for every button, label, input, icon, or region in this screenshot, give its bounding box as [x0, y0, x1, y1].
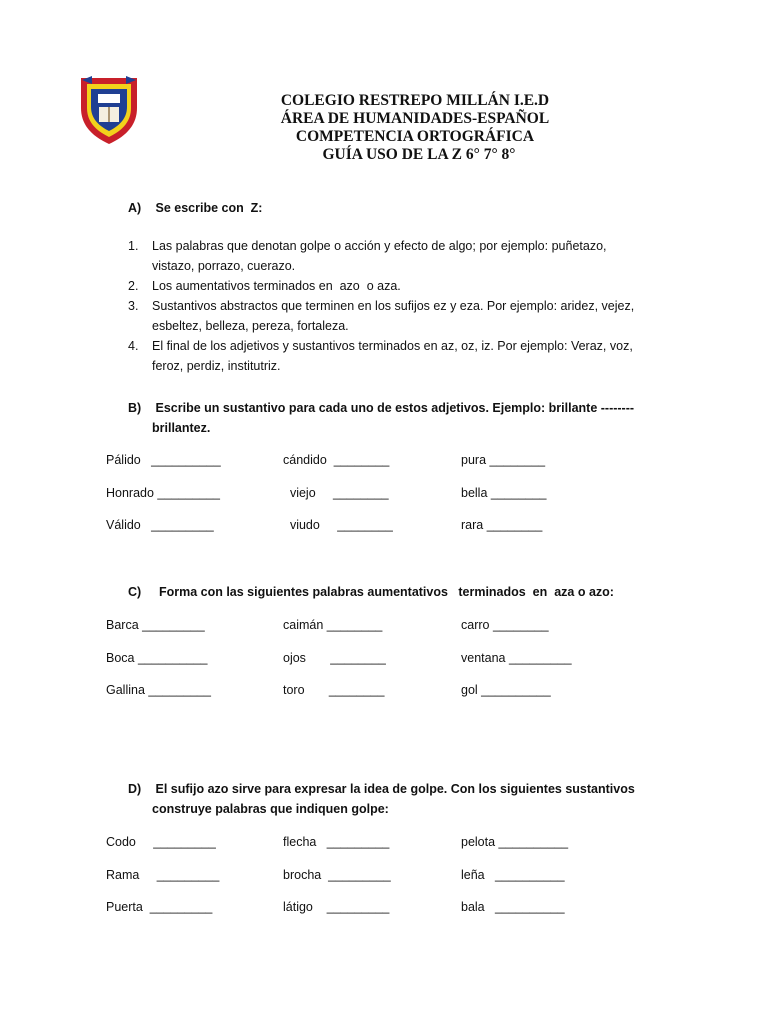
- exercise-item[interactable]: Puerta _________: [106, 900, 213, 914]
- exercise-row: [106, 483, 706, 503]
- exercise-row: [106, 615, 706, 635]
- section-c-heading: [128, 582, 614, 602]
- list-item: [128, 236, 648, 276]
- list-item: [128, 296, 648, 336]
- section-d-label: D): [128, 782, 142, 796]
- section-b-label: B): [128, 401, 142, 415]
- exercise-row: [106, 680, 706, 700]
- school-name: COLEGIO RESTREPO MILLÁN I.E.D: [280, 92, 550, 109]
- list-item: [128, 336, 648, 376]
- section-b-title-cont: brillantez.: [152, 421, 211, 435]
- section-d-heading: [128, 779, 635, 799]
- rules-list: [128, 236, 648, 376]
- section-a-title: Se escribe con Z:: [155, 201, 263, 215]
- exercise-item[interactable]: Rama _________: [106, 868, 220, 882]
- section-d-title: El sufijo azo sirve para expresar la idea de golpe. Con los siguientes sustantivos: [155, 782, 635, 796]
- list-text: Las palabras que denotan golpe o acción y efecto de algo; por ejemplo: puñetazo, vistazo, porrazo, cuerazo.: [152, 239, 607, 273]
- section-a-label: A): [128, 201, 142, 215]
- document-header: [250, 92, 580, 164]
- exercise-item[interactable]: viudo ________: [283, 518, 393, 532]
- guide-title: GUÍA USO DE LA Z 6° 7° 8°: [322, 146, 516, 163]
- list-number: 4.: [128, 339, 139, 353]
- list-text: El final de los adjetivos y sustantivos terminados en az, oz, iz. Por ejemplo: Veraz, voz, feroz, perdiz, institutriz.: [152, 339, 633, 373]
- exercise-row: [106, 515, 706, 535]
- section-d-title-cont: construye palabras que indiquen golpe:: [152, 802, 389, 816]
- exercise-item[interactable]: ojos ________: [283, 651, 386, 665]
- area-name: ÁREA DE HUMANIDADES-ESPAÑOL: [280, 110, 550, 127]
- exercise-item[interactable]: Barca _________: [106, 618, 205, 632]
- exercise-item[interactable]: gol __________: [461, 683, 551, 697]
- list-text: Sustantivos abstractos que terminen en los sufijos ez y eza. Por ejemplo: aridez, vejez, esbeltez, belleza, pereza, fortaleza.: [152, 299, 635, 333]
- exercise-item[interactable]: Boca __________: [106, 651, 208, 665]
- exercise-item[interactable]: Válido _________: [106, 518, 214, 532]
- section-b-title: Escribe un sustantivo para cada uno de estos adjetivos. Ejemplo: brillante --------: [155, 401, 635, 415]
- competency-name: COMPETENCIA ORTOGRÁFICA: [295, 128, 535, 145]
- exercise-item[interactable]: toro ________: [283, 683, 385, 697]
- exercise-item[interactable]: carro ________: [461, 618, 549, 632]
- exercise-item[interactable]: pelota __________: [461, 835, 569, 849]
- list-number: 2.: [128, 279, 139, 293]
- exercise-item[interactable]: viejo ________: [283, 486, 389, 500]
- exercise-row: [106, 832, 706, 852]
- exercise-row: [106, 865, 706, 885]
- exercise-item[interactable]: ventana _________: [461, 651, 572, 665]
- exercise-item[interactable]: Gallina _________: [106, 683, 211, 697]
- exercise-row: [106, 450, 706, 470]
- exercise-item[interactable]: caimán ________: [283, 618, 383, 632]
- exercise-item[interactable]: brocha _________: [283, 868, 391, 882]
- exercise-row: [106, 648, 706, 668]
- exercise-item[interactable]: rara ________: [461, 518, 543, 532]
- exercise-item[interactable]: bala __________: [461, 900, 565, 914]
- exercise-item[interactable]: bella ________: [461, 486, 547, 500]
- list-number: 1.: [128, 239, 139, 253]
- exercise-item[interactable]: Honrado _________: [106, 486, 220, 500]
- exercise-item[interactable]: látigo _________: [283, 900, 390, 914]
- exercise-item[interactable]: flecha _________: [283, 835, 390, 849]
- exercise-item[interactable]: leña __________: [461, 868, 565, 882]
- exercise-item[interactable]: Codo _________: [106, 835, 216, 849]
- list-text: Los aumentativos terminados en azo o aza.: [152, 279, 401, 293]
- section-c-label: C): [128, 585, 142, 599]
- exercise-item[interactable]: cándido ________: [283, 453, 390, 467]
- school-crest-icon: [78, 72, 140, 146]
- section-a-heading: [128, 198, 262, 218]
- section-c-title: Forma con las siguientes palabras aumentativos terminados en aza o azo:: [155, 585, 614, 599]
- exercise-item[interactable]: pura ________: [461, 453, 546, 467]
- section-b-heading: [128, 398, 634, 418]
- exercise-item[interactable]: Pálido __________: [106, 453, 221, 467]
- exercise-row: [106, 897, 706, 917]
- list-item: [128, 276, 648, 296]
- list-number: 3.: [128, 299, 139, 313]
